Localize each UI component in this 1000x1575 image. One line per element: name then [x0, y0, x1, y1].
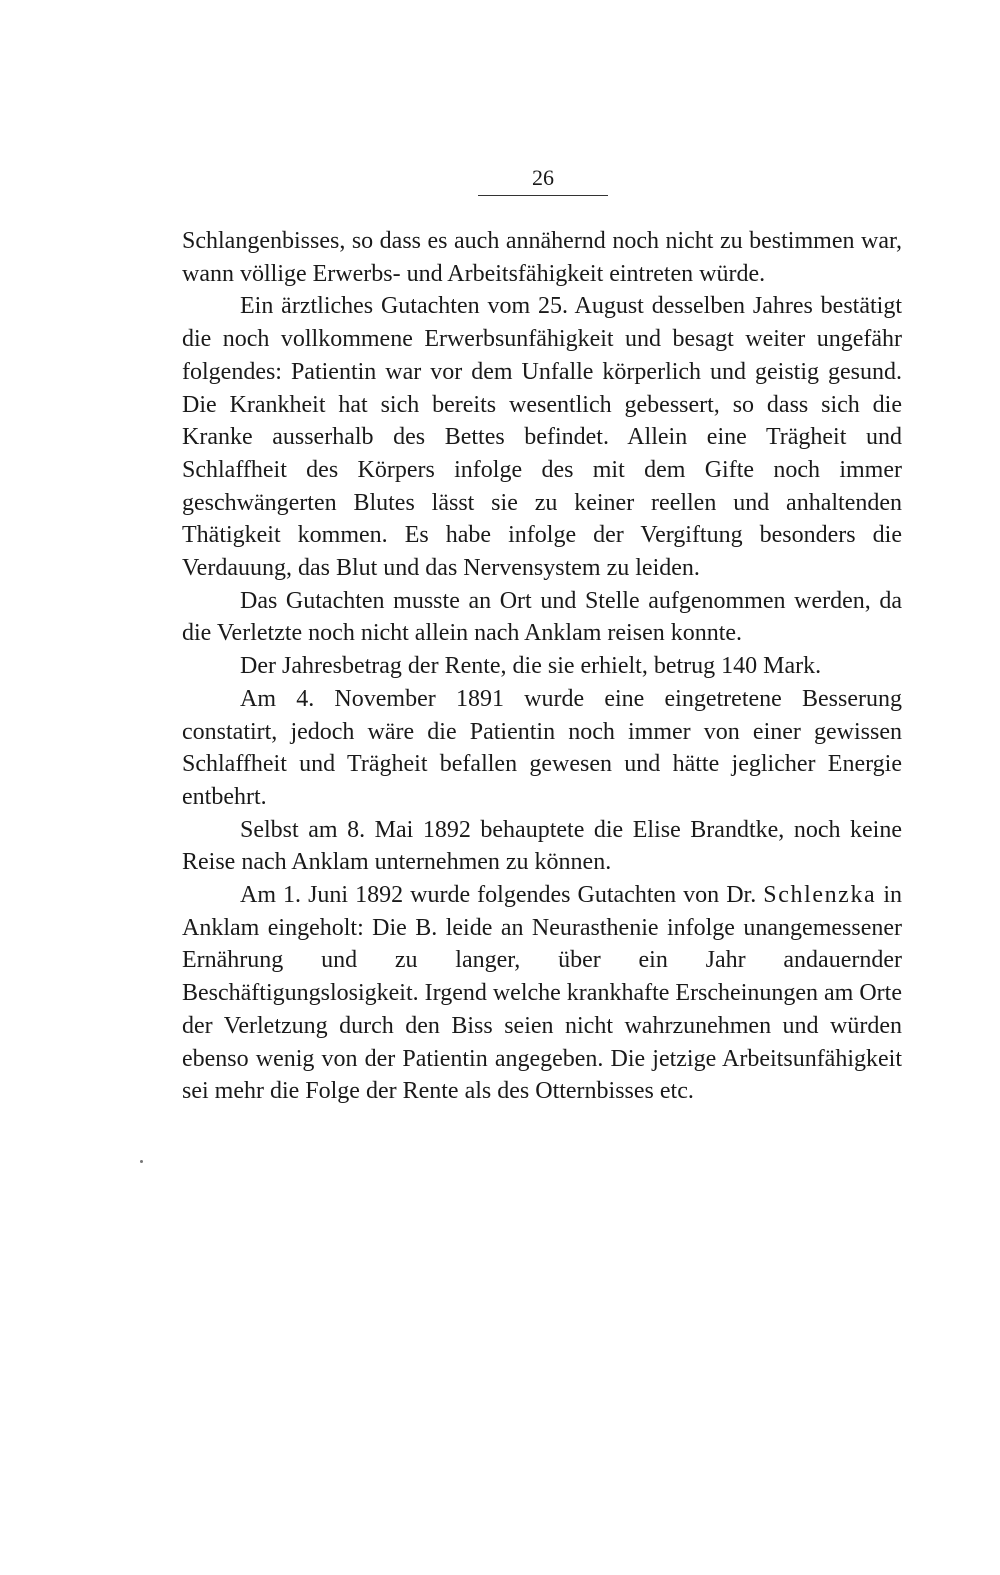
paragraph-juni-1892-after: in Anklam eingeholt: Die B. leide an Neurasthenie infolge unangemessener Ernährung und zu langer, über ein Jahr andauernder Beschäftigungslosigkeit. Irgend welche krankhafte Erscheinungen am Orte der Verletzung durch den Biss seien nicht wahrzunehmen und würden ebenso wenig von der Patientin angegeben. Die jetzige Arbeitsunfähigkeit sei mehr die Folge der Rente als des Otternbisses etc.	[182, 882, 903, 1105]
paragraph-mai-1892: Selbst am 8. Mai 1892 behauptete die Elise Brandtke, noch keine Reise nach Anklam unternehmen zu können.	[182, 816, 902, 876]
paragraph-continuation: Schlangenbisses, so dass es auch annähernd noch nicht zu bestimmen war, wann völlige Erwerbs- und Arbeitsfähigkeit eintreten würde.	[182, 228, 902, 287]
paragraph-juni-1892	[182, 879, 902, 1108]
page-number: 26	[532, 165, 554, 190]
stray-dot	[140, 1160, 143, 1163]
paragraph-november-1891: Am 4. November 1891 wurde eine eingetretene Besserung constatirt, jedoch wäre die Patientin noch immer von einer gewissen Schlaffheit und Trägheit befallen gewesen und hätte jeglicher Energie entbehrt.	[182, 685, 902, 810]
paragraph-juni-1892-before: Am 1. Juni 1892 wurde folgendes Gutachten von Dr.	[240, 882, 764, 909]
paragraph-jahresbetrag: Der Jahresbetrag der Rente, die sie erhielt, betrug 140 Mark.	[240, 653, 822, 680]
body-text	[182, 225, 902, 1108]
paragraph-gutachten-august: Ein ärztliches Gutachten vom 25. August desselben Jahres bestätigt die noch vollkommene Erwerbsunfähigkeit und besagt weiter ungefähr folgendes: Patientin war vor dem Unfalle körperlich und geistig gesund. Die Krankheit hat sich bereits wesentlich gebessert, so dass sich die Kranke ausserhalb des Bettes befindet. Allein eine Trägheit und Schlaffheit des Körpers infolge des mit dem Gifte noch immer geschwängerten Blutes lässt sie zu keiner reellen und anhaltenden Thätigkeit kommen. Es habe infolge der Vergiftung besonders die Verdauung, das Blut und das Nervensystem zu leiden.	[182, 293, 902, 582]
header-rule	[478, 195, 608, 196]
paragraph-gutachten-ort: Das Gutachten musste an Ort und Stelle aufgenommen werden, da die Verletzte noch nicht allein nach Anklam reisen konnte.	[182, 587, 902, 647]
person-name-schlenzka: Schlenzka	[763, 882, 877, 909]
